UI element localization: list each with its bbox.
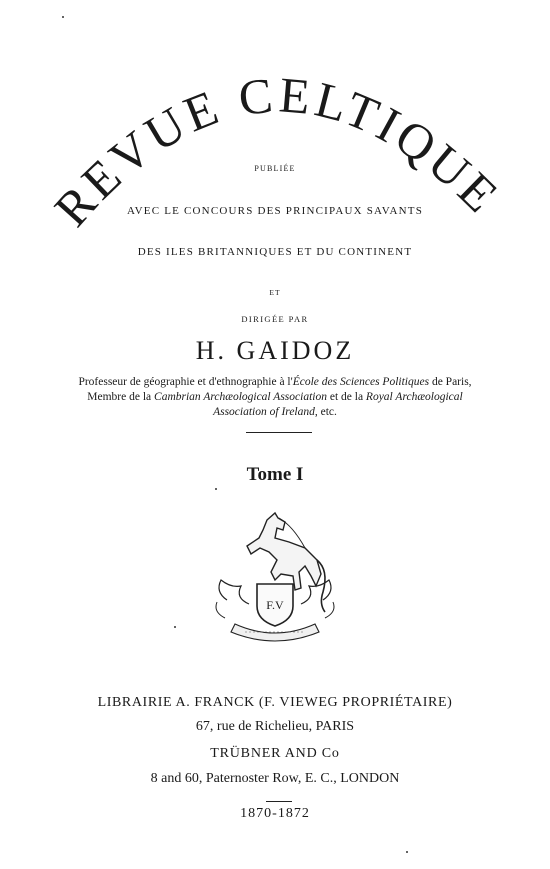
desc-text: Membre de la bbox=[87, 391, 155, 403]
desc-text: de Paris, bbox=[429, 376, 472, 388]
journal-title-arc bbox=[0, 0, 550, 260]
small-rule bbox=[266, 801, 292, 802]
speck bbox=[62, 16, 64, 18]
editor-name: H. GAIDOZ bbox=[195, 336, 355, 365]
desc-italic: École des Sciences Politiques bbox=[292, 376, 430, 388]
desc-text: Professeur de géographie et d'ethnographie à l' bbox=[78, 376, 293, 388]
editor-desc-line-1 bbox=[0, 375, 550, 390]
editor-desc-line-3 bbox=[0, 405, 550, 420]
publiee-label: PUBLIÉE bbox=[254, 164, 296, 173]
dirigee-par-label: DIRIGÉE PAR bbox=[241, 314, 309, 324]
editor-description bbox=[0, 375, 550, 420]
publisher-line-3: TRÜBNER AND Co bbox=[210, 746, 340, 761]
emblem-initials: F.V bbox=[266, 598, 284, 612]
publisher-line-2: 67, rue de Richelieu, PARIS bbox=[195, 719, 355, 734]
concours-line: AVEC LE CONCOURS DES PRINCIPAUX SAVANTS bbox=[126, 205, 424, 217]
publisher-line-1: LIBRAIRIE A. FRANCK (F. VIEWEG PROPRIÉTAIRE) bbox=[97, 695, 453, 710]
journal-title: REVUE CELTIQUE bbox=[43, 66, 512, 237]
speck bbox=[215, 488, 217, 490]
desc-italic: Association of Ireland bbox=[213, 406, 315, 418]
desc-italic: Royal Archæological bbox=[365, 391, 463, 403]
desc-text: et de la bbox=[326, 391, 366, 403]
horse-emblem-icon bbox=[205, 508, 345, 648]
iles-line: DES ILES BRITANNIQUES ET DU CONTINENT bbox=[137, 246, 413, 258]
editor-desc-line-2 bbox=[0, 390, 550, 405]
publication-years: 1870-1872 bbox=[240, 806, 310, 821]
speck bbox=[174, 626, 176, 628]
desc-text: , etc. bbox=[314, 406, 337, 418]
et-label: ET bbox=[269, 288, 281, 297]
divider-rule bbox=[246, 432, 312, 433]
tome-label: Tome I bbox=[246, 464, 304, 485]
desc-italic: Cambrian Archæological Association bbox=[154, 391, 327, 403]
publisher-line-4: 8 and 60, Paternoster Row, E. C., LONDON bbox=[150, 771, 400, 786]
speck bbox=[406, 851, 408, 853]
